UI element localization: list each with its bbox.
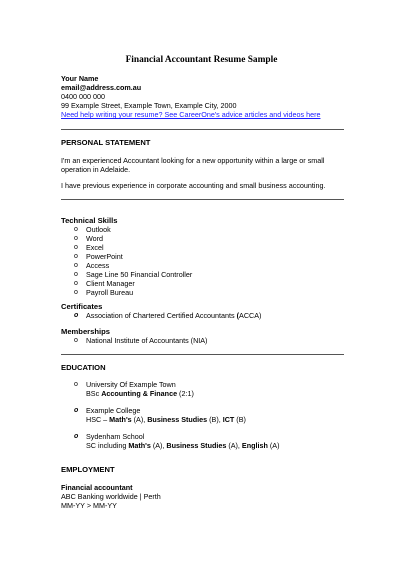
bullet-icon: o <box>74 407 79 414</box>
contact-address: 99 Example Street, Example Town, Example City, 2000 <box>61 101 237 110</box>
education-institution: Example College <box>86 406 141 415</box>
contact-email[interactable]: email@address.com.au <box>61 83 142 92</box>
bullet-icon: o <box>74 433 79 440</box>
qualification-subject: Accounting & Finance <box>101 389 178 398</box>
employment-heading: EMPLOYMENT <box>61 465 115 474</box>
employer: ABC Banking worldwide | Perth <box>61 492 161 501</box>
skill-item: Sage Line 50 Financial Controller <box>86 270 193 279</box>
skill-item: PowerPoint <box>86 252 123 261</box>
qualification-subject: Math's <box>109 415 132 424</box>
personal-statement-text: operation in Adelaide. <box>61 165 131 174</box>
bullet-icon: o <box>74 381 78 388</box>
job-title: Financial accountant <box>61 483 133 492</box>
personal-statement-heading: PERSONAL STATEMENT <box>61 138 151 147</box>
qualification-subject: Business Studies <box>147 415 208 424</box>
personal-statement-text: I have previous experience in corporate accounting and small business accounting. <box>61 181 326 190</box>
bullet-icon: o <box>74 235 78 242</box>
skill-item: Outlook <box>86 225 111 234</box>
certificate-item <box>86 311 261 320</box>
divider <box>61 354 344 355</box>
qualification-subject: English <box>241 441 268 450</box>
technical-skills-heading: Technical Skills <box>61 216 118 225</box>
resume-help-link[interactable]: Need help writing your resume? See CareerOne's advice articles and videos here <box>61 110 321 119</box>
education-qualification <box>86 441 279 450</box>
skill-item: Word <box>86 234 104 243</box>
certificates-heading: Certificates <box>61 302 103 311</box>
divider <box>61 129 344 130</box>
bullet-icon: o <box>74 244 78 251</box>
qualification-subject: ICT <box>222 415 235 424</box>
qualification-grade: (B), <box>207 415 223 424</box>
bullet-icon: o <box>74 280 78 287</box>
skill-item: Client Manager <box>86 279 135 288</box>
qualification-grade: (A) <box>267 441 280 450</box>
education-qualification <box>86 389 194 398</box>
qualification-text: HSC – <box>86 415 110 424</box>
contact-name: Your Name <box>61 74 99 83</box>
employment-dates: MM-YY > MM-YY <box>61 501 117 510</box>
certificate-paren: ( <box>236 311 240 320</box>
personal-statement-text: I'm an experienced Accountant looking for a new opportunity within a large or small <box>61 156 325 165</box>
bullet-icon: o <box>74 271 78 278</box>
bullet-icon: o <box>74 289 78 296</box>
qualification-grade: (A), <box>226 441 242 450</box>
bullet-icon: o <box>74 262 78 269</box>
qualification-grade: (2:1) <box>177 389 194 398</box>
skill-item: Excel <box>86 243 104 252</box>
education-qualification <box>86 415 246 424</box>
education-institution: University Of Example Town <box>86 380 176 389</box>
education-institution: Sydenham School <box>86 432 145 441</box>
qualification-grade: (A), <box>131 415 148 424</box>
bullet-icon: o <box>74 226 78 233</box>
qualification-text: BSc <box>86 389 102 398</box>
qualification-grade: (A), <box>150 441 167 450</box>
bullet-icon: o <box>74 312 79 319</box>
qualification-text: SC including <box>86 441 129 450</box>
membership-item: National Institute of Accountants (NIA) <box>86 336 208 345</box>
certificate-text: Association of Chartered Certified Accountants <box>86 311 237 320</box>
contact-phone: 0400 000 000 <box>61 92 105 101</box>
skill-item: Payroll Bureau <box>86 288 134 297</box>
skill-item: Access <box>86 261 110 270</box>
qualification-subject: Business Studies <box>166 441 227 450</box>
qualification-grade: (B) <box>234 415 246 424</box>
certificate-abbrev: ACCA) <box>239 311 262 320</box>
document-title: Financial Accountant Resume Sample <box>125 55 278 65</box>
divider <box>61 199 344 200</box>
bullet-icon: o <box>74 337 78 344</box>
qualification-subject: Math's <box>128 441 151 450</box>
memberships-heading: Memberships <box>61 327 110 336</box>
bullet-icon: o <box>74 253 78 260</box>
education-heading: EDUCATION <box>61 363 106 372</box>
